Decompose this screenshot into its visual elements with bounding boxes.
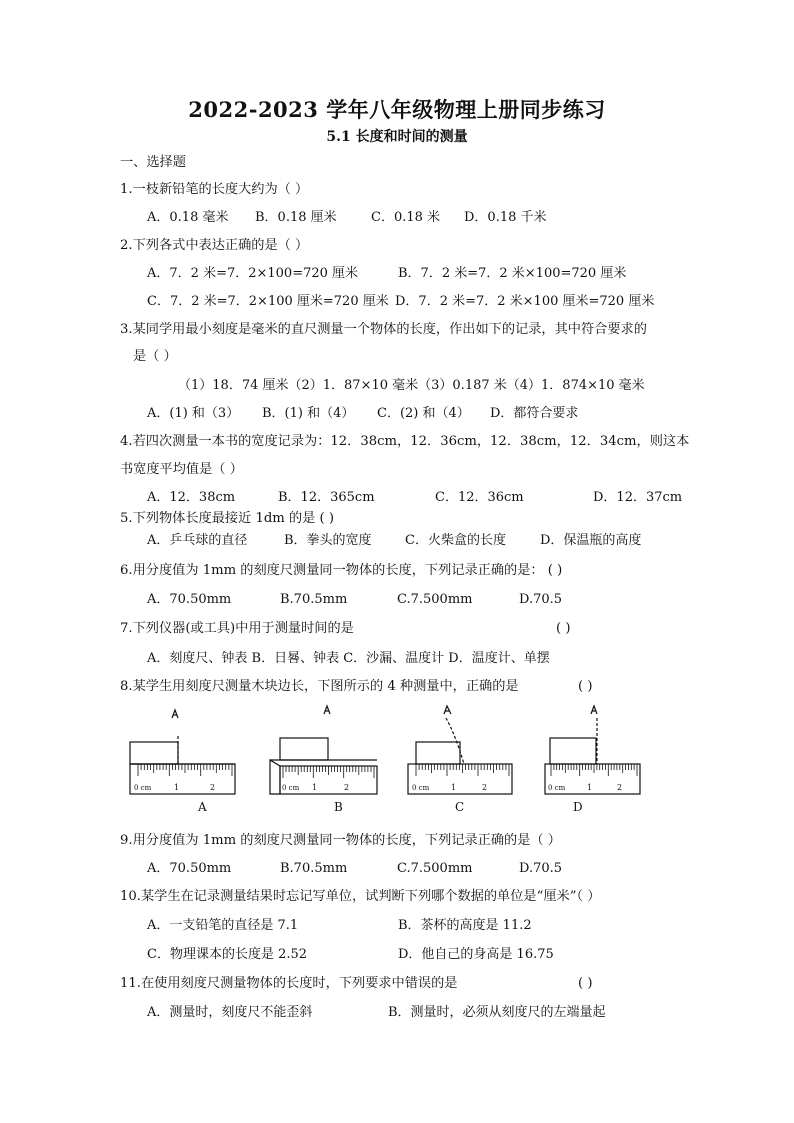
section-heading: 一、选择题 (120, 155, 186, 170)
ruler-zero-label: 0 cm (548, 784, 566, 792)
question-9-option-a: A．70.50mm (147, 861, 232, 876)
question-4-stem: 4.若四次测量一本书的宽度记录为：12．38cm，12．36cm，12．38cm，12．34cm，则这本 (120, 434, 690, 449)
question-9-stem: 9.用分度值为 1mm 的刻度尺测量同一物体的长度，下列记录正确的是（ ） (120, 833, 561, 848)
ruler-two-label: 2 (210, 783, 216, 792)
ruler-one-label: 1 (312, 783, 318, 792)
figure-d-label: D (573, 800, 583, 814)
question-5-option-b: B．拳头的宽度 (284, 533, 372, 548)
question-11-option-b: B．测量时，必须从刻度尺的左端量起 (388, 1005, 606, 1020)
question-10-stem: 10.某学生在记录测量结果时忘记写单位，试判断下列哪个数据的单位是“厘米”（ ） (120, 889, 601, 904)
question-9-option-b: B.70.5mm (280, 861, 348, 876)
question-7-answer-paren: ( ) (556, 621, 571, 636)
question-4-option-d: D．12．37cm (593, 490, 683, 505)
ruler-two-label: 2 (617, 783, 623, 792)
ruler-zero-label: 0 cm (412, 784, 430, 792)
question-1-stem: 1.一枝新铅笔的长度大约为（ ） (120, 182, 309, 197)
question-3-option-d: D．都符合要求 (490, 406, 579, 421)
question-3-records: （1）18．74 厘米（2）1．87×10 毫米（3）0.187 米（4）1．874×10 毫米 (178, 378, 645, 393)
ruler-figure-b (270, 706, 377, 814)
question-11-option-a: A．测量时，刻度尺不能歪斜 (147, 1005, 313, 1020)
question-8-stem: 8.某学生用刻度尺测量木块边长，下图所示的 4 种测量中，正确的是 (120, 679, 519, 694)
question-2-stem: 2.下列各式中表达正确的是（ ） (120, 238, 309, 253)
page-title: 2022-2023 学年八年级物理上册同步练习 (188, 97, 606, 122)
question-4-option-b: B．12．365cm (278, 490, 375, 505)
ruler-one-label: 1 (451, 783, 457, 792)
ruler-zero-label: 0 cm (282, 784, 300, 792)
ruler-figure-a (130, 710, 235, 814)
question-6-stem: 6.用分度值为 1mm 的刻度尺测量同一物体的长度，下列记录正确的是： ( ) (120, 563, 563, 578)
ruler-measurement-figure (120, 698, 650, 818)
question-9-option-c: C.7.500mm (397, 861, 473, 876)
question-6-option-b: B.70.5mm (280, 592, 348, 607)
question-1-option-b: B．0.18 厘米 (255, 210, 337, 225)
question-10-option-a: A．一支铅笔的直径是 7.1 (147, 918, 299, 933)
question-6-option-a: A．70.50mm (147, 592, 232, 607)
question-1-option-a: A．0.18 毫米 (147, 210, 229, 225)
question-6-option-c: C.7.500mm (397, 592, 473, 607)
question-2-option-d: D．7．2 米=7．2 米×100 厘米=720 厘米 (395, 294, 655, 309)
question-11-stem: 11.在使用刻度尺测量物体的长度时，下列要求中错误的是 (120, 976, 458, 991)
ruler-figure-c (408, 706, 512, 814)
question-1-option-c: C．0.18 米 (371, 210, 441, 225)
question-4-stem-cont: 书宽度平均值是（ ） (120, 462, 243, 477)
ruler-figure-d (545, 706, 640, 814)
question-3-option-b: B．(1) 和（4） (262, 406, 355, 421)
ruler-one-label: 1 (174, 783, 180, 792)
question-11-answer-paren: ( ) (578, 976, 593, 991)
question-10-option-d: D．他自己的身高是 16.75 (398, 947, 554, 962)
question-3-stem: 3.某同学用最小刻度是毫米的直尺测量一个物体的长度，作出如下的记录，其中符合要求的 (120, 322, 647, 337)
question-9-option-d: D.70.5 (519, 861, 563, 876)
question-4-option-a: A．12．38cm (147, 490, 236, 505)
ruler-two-label: 2 (482, 783, 488, 792)
question-3-option-c: C．(2) 和（4） (377, 406, 470, 421)
page-subtitle: 5.1 长度和时间的测量 (326, 129, 468, 145)
question-7-stem: 7.下列仪器(或工具)中用于测量时间的是 (120, 621, 354, 636)
figure-c-label: C (455, 800, 465, 814)
ruler-zero-label: 0 cm (134, 784, 152, 792)
question-10-option-b: B．茶杯的高度是 11.2 (398, 918, 532, 933)
figure-b-label: B (334, 800, 343, 814)
ruler-two-label: 2 (344, 783, 350, 792)
question-5-stem: 5.下列物体长度最接近 1dm 的是 ( ) (120, 511, 335, 526)
question-2-option-b: B．7．2 米=7．2 米×100=720 厘米 (398, 266, 627, 281)
question-4-option-c: C．12．36cm (435, 490, 524, 505)
question-2-option-c: C．7．2 米=7．2×100 厘米=720 厘米 (147, 294, 389, 309)
ruler-one-label: 1 (587, 783, 593, 792)
figure-a-label: A (198, 800, 207, 814)
question-2-option-a: A．7．2 米=7．2×100=720 厘米 (147, 266, 359, 281)
question-8-answer-paren: ( ) (578, 679, 593, 694)
question-10-option-c: C．物理课本的长度是 2.52 (147, 947, 308, 962)
question-5-option-c: C．火柴盒的长度 (405, 533, 506, 548)
question-7-options: A．刻度尺、钟表 B．日晷、钟表 C．沙漏、温度计 D．温度计、单摆 (147, 651, 550, 666)
question-6-option-d: D.70.5 (519, 592, 563, 607)
question-3-stem-cont: 是（ ） (133, 349, 177, 364)
question-1-option-d: D．0.18 千米 (464, 210, 547, 225)
question-5-option-d: D．保温瓶的高度 (540, 533, 642, 548)
question-5-option-a: A．乒乓球的直径 (147, 533, 248, 548)
question-3-option-a: A．(1) 和（3） (147, 406, 240, 421)
